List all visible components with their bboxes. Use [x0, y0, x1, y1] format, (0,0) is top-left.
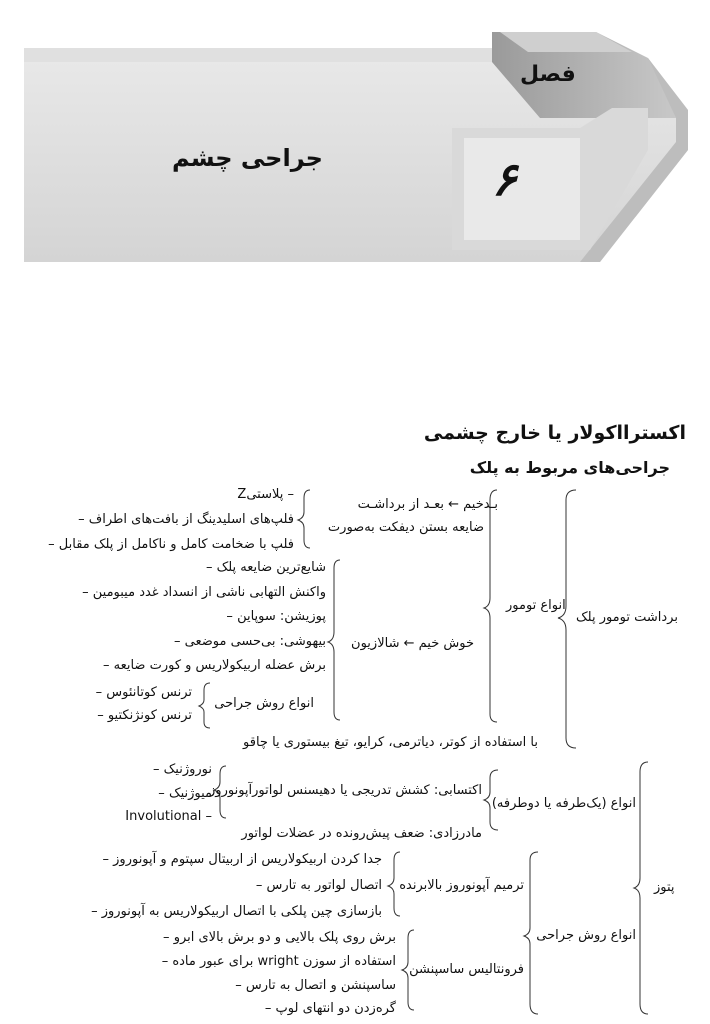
congenital-label: مادرزادی: ضعف پیش‌رونده در عضلات لواتور [241, 826, 482, 841]
benign-item: بیهوشی: بی‌حسی موضعی – [173, 634, 326, 649]
repair-item: اتصال لواتور به تارس – [255, 878, 382, 893]
tumor-root: برداشت تومور پلک [576, 610, 678, 625]
tumor-tools: با استفاده از کوتر، دیاترمی، کرایو، تیغ بیستوری یا چاقو [243, 735, 538, 750]
acquired-item: Involutional – [125, 809, 212, 824]
section-title: اکسترااکولار یا خارج چشمی [423, 422, 686, 444]
benign-label: خوش خیم ← شالازیون [351, 636, 474, 651]
methods-label: انواع روش جراحی [214, 696, 314, 711]
benign-item: پوزیشن: سوپاین – [226, 609, 326, 624]
repair-item: جدا کردن اربیکولاریس از اربیتال سپتوم و آپونوروز – [102, 852, 382, 867]
repair-item: بازسازی چین پلکی با اتصال اربیکولاریس به آپونوروز – [91, 904, 382, 919]
ptosis-root: پتوز [654, 880, 675, 895]
malignant-item: Zپلاستی – [237, 487, 294, 502]
frontalis-item: برش روی پلک بالایی و دو برش بالای ابرو – [163, 930, 396, 945]
malignant-item: فلپ‌های اسلیدینگ از بافت‌های اطراف – [78, 512, 294, 527]
frontalis-item: استفاده از سوزن wright برای عبور ماده – [161, 954, 396, 969]
methods-item: ترنس کوتانئوس – [95, 685, 192, 700]
ptosis-surgery: انواع روش جراحی [536, 928, 636, 943]
malignant-label-2: ضایعه بستن دیفکت به‌صورت [327, 520, 484, 535]
acquired-item: میوژنیک – [158, 786, 212, 801]
benign-item: برش عضله اربیکولاریس و کورت ضایعه – [102, 658, 326, 673]
ptosis-types: انواع (یک‌طرفه یا دوطرفه) [491, 796, 636, 811]
benign-item: واکنش التهابی ناشی از انسداد غدد میبومین – [82, 585, 326, 600]
benign-item: شایع‌ترین ضایعه پلک – [205, 560, 326, 575]
acquired-item: نوروژنیک – [153, 762, 212, 777]
chapter-label: فصل [520, 62, 576, 87]
acquired-label: اکتسابی: کشش تدریجی یا دهیسنس لواتورآپونوروز [209, 783, 482, 798]
malignant-label: بـدخیم ← بعـد از برداشـت [357, 497, 498, 512]
frontalis-item: گره‌زدن دو انتهای لوپ – [264, 1001, 396, 1016]
chapter-title: جراحی چشم [172, 144, 323, 172]
tumor-types: انواع تومور [506, 598, 566, 613]
section-subtitle: جراحی‌های مربوط به پلک [469, 458, 670, 477]
malignant-item: فلپ با ضخامت کامل و ناکامل از پلک مقابل – [48, 537, 294, 552]
frontalis-item: ساسپنشن و اتصال به تارس – [235, 978, 396, 993]
frontalis-label: فرونتالیس ساسپنشن [409, 962, 524, 977]
chapter-number: ۶ [492, 152, 517, 206]
repair-label: ترمیم آپونوروز بالابرنده [399, 878, 524, 893]
methods-item: ترنس کونژنکتیو – [97, 708, 192, 723]
